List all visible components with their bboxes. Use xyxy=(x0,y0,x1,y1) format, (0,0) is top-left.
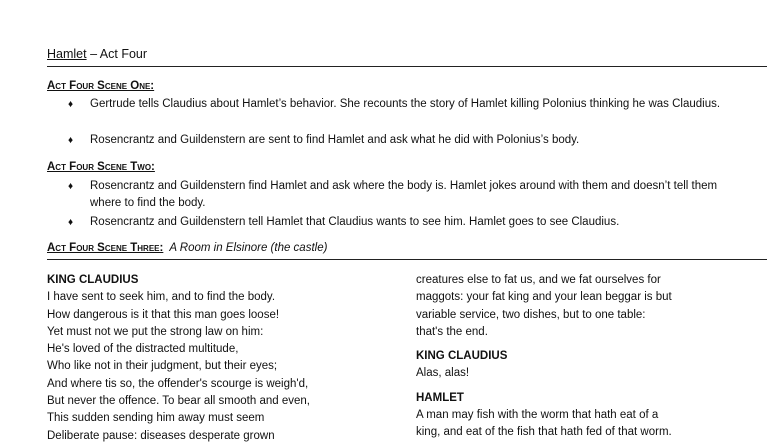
scene-three-heading xyxy=(47,242,327,254)
speech-gap xyxy=(416,383,672,390)
scene-three-divider xyxy=(47,259,767,260)
script-line: Deliberate pause: diseases desperate grown xyxy=(47,429,275,442)
script-line: creatures else to fat us, and we fat ourselves for xyxy=(416,274,661,286)
diamond-bullet-icon: ♦ xyxy=(68,217,74,228)
script-line: But never the offence. To bear all smooth and even, xyxy=(47,395,310,408)
script-line: I have sent to seek him, and to find the body. xyxy=(47,291,276,304)
scene-one-heading xyxy=(47,80,154,92)
script-line: Who like not in their judgment, but their eyes; xyxy=(47,360,278,373)
script-line: Alas, alas! xyxy=(416,367,470,380)
scene-two-heading xyxy=(47,161,155,173)
script-line: that's the end. xyxy=(416,325,488,338)
script-line: And where tis so, the offender's scourge is weigh'd, xyxy=(47,377,309,390)
bullet-text: Gertrude tells Claudius about Hamlet’s behavior. She recounts the story of Hamlet killing Polonius thinking he was Claudius. xyxy=(90,98,721,110)
script-line: He's loved of the distracted multitude, xyxy=(47,343,239,356)
script-line: maggots: your fat king and your lean beggar is but xyxy=(416,291,672,304)
scene-three-heading-label: Act Four Scene Three: xyxy=(47,242,164,254)
speaker-name: KING CLAUDIUS xyxy=(47,274,139,286)
title-play-name: Hamlet xyxy=(47,47,87,61)
scene-three-location: A Room in Elsinore (the castle) xyxy=(169,242,328,254)
script-line: How dangerous is it that this man goes loose! xyxy=(47,308,280,321)
script-column-right xyxy=(416,272,672,442)
document-title xyxy=(47,47,147,61)
title-divider xyxy=(47,66,767,67)
diamond-bullet-icon: ♦ xyxy=(68,135,74,146)
speaker-name: HAMLET xyxy=(416,391,464,404)
script-line: This sudden sending him away must seem xyxy=(47,412,265,425)
script-line: A man may fish with the worm that hath eat of a xyxy=(416,409,659,422)
diamond-bullet-icon: ♦ xyxy=(68,99,74,110)
bullet-text: Rosencrantz and Guildenstern tell Hamlet that Claudius wants to see him. Hamlet goes to see Claudius. xyxy=(90,216,620,228)
script-line: Yet must not we put the strong law on him: xyxy=(47,325,264,338)
bullet-text: Rosencrantz and Guildenstern are sent to find Hamlet and ask what he did with Polonius’s body. xyxy=(90,134,580,146)
script-line: king, and eat of the fish that hath fed of that worm. xyxy=(416,426,672,439)
speech-gap xyxy=(416,341,672,348)
speaker-name: KING CLAUDIUS xyxy=(416,350,508,363)
script-column-left xyxy=(47,272,310,445)
bullet-text: Rosencrantz and Guildenstern find Hamlet and ask where the body is. Hamlet jokes around with them and doesn’t tell them where to find the body. xyxy=(90,180,718,209)
diamond-bullet-icon: ♦ xyxy=(68,181,74,192)
script-line: variable service, two dishes, but to one table: xyxy=(416,308,646,321)
title-act: – Act Four xyxy=(86,47,148,61)
scene-one-heading-label: Act Four Scene One: xyxy=(47,80,155,92)
scene-two-heading-label: Act Four Scene Two: xyxy=(47,161,155,173)
